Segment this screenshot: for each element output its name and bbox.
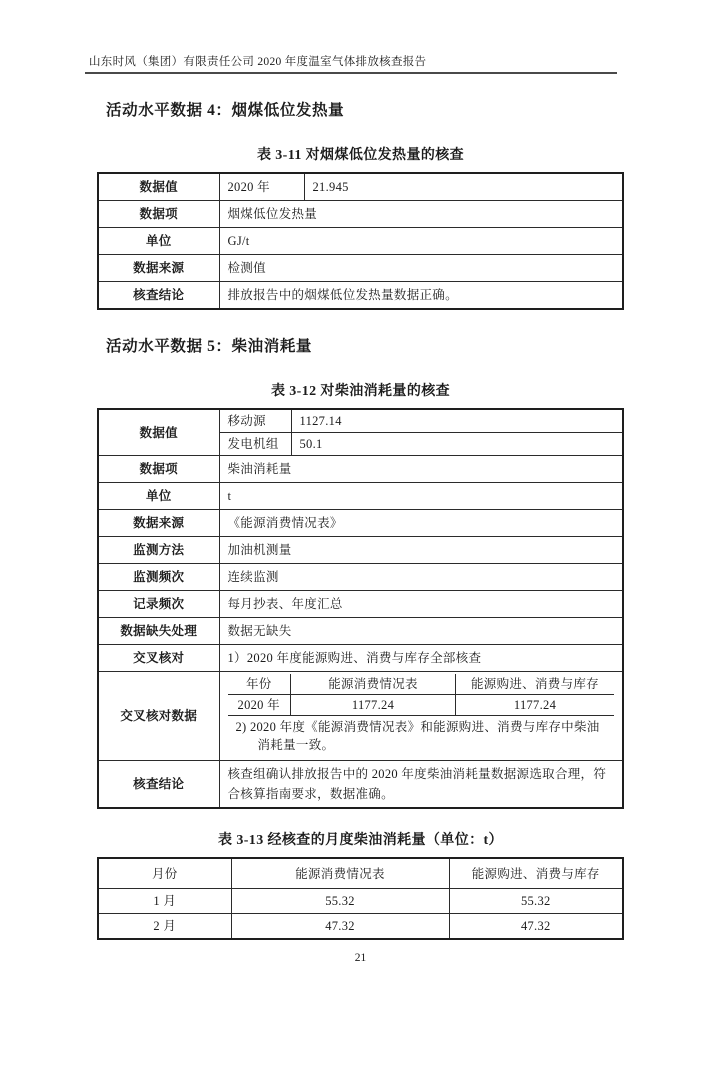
row-label: 数据项 bbox=[98, 456, 219, 483]
row-cell-year: 2020 年 bbox=[219, 173, 304, 201]
row-value: 1）2020 年度能源购进、消费与库存全部核查 bbox=[219, 645, 623, 672]
table-header-row bbox=[98, 858, 623, 889]
cell-value: 55.32 bbox=[449, 889, 623, 914]
section-heading-activity-data-5: 活动水平数据 5：柴油消耗量 bbox=[106, 338, 313, 355]
row-value: 《能源消费情况表》 bbox=[219, 510, 623, 537]
table-row-conclusion bbox=[98, 761, 623, 809]
row-value: 连续监测 bbox=[219, 564, 623, 591]
table-3-11-caption: 表 3-11 对烟煤低位发热量的核查 bbox=[256, 148, 465, 163]
row-label: 交叉核对 bbox=[98, 645, 219, 672]
column-header-consumption-table: 能源消费情况表 bbox=[231, 858, 449, 889]
row-value: 柴油消耗量 bbox=[219, 456, 623, 483]
column-header-purchase-stock: 能源购进、消费与库存 bbox=[449, 858, 623, 889]
table-row bbox=[98, 591, 623, 618]
table-row bbox=[98, 889, 623, 914]
row-label: 监测方法 bbox=[98, 537, 219, 564]
table-row bbox=[98, 618, 623, 645]
cell-value: 47.32 bbox=[231, 914, 449, 940]
row-label: 核查结论 bbox=[98, 282, 219, 310]
row-value: 核查组确认排放报告中的 2020 年度柴油消耗量数据源选取合理，符合核算指南要求，数据准确。 bbox=[219, 761, 623, 809]
table-row bbox=[98, 282, 623, 310]
table-3-12 bbox=[97, 408, 624, 809]
row-cell-value: 21.945 bbox=[304, 173, 623, 201]
cross-check-inner-table bbox=[228, 674, 615, 716]
cell-month: 1 月 bbox=[98, 889, 231, 914]
inner-header-year: 年份 bbox=[228, 674, 291, 695]
row-value: t bbox=[219, 483, 623, 510]
table-row bbox=[228, 695, 615, 716]
inner-header-consumption-table: 能源消费情况表 bbox=[291, 674, 456, 695]
cross-check-note: 2) 2020 年度《能源消费情况表》和能源购进、消费与库存中柴油消耗量一致。 bbox=[235, 720, 600, 752]
row-value: 烟煤低位发热量 bbox=[219, 201, 623, 228]
table-row-cross-check-data bbox=[98, 672, 623, 761]
inner-cell-value: 1177.24 bbox=[456, 695, 615, 716]
table-row bbox=[98, 645, 623, 672]
row-value: 数据无缺失 bbox=[219, 618, 623, 645]
row-value: 每月抄表、年度汇总 bbox=[219, 591, 623, 618]
cell-value: 47.32 bbox=[449, 914, 623, 940]
row-label: 数据来源 bbox=[98, 510, 219, 537]
row-label: 数据值 bbox=[98, 409, 219, 456]
row-label: 单位 bbox=[98, 228, 219, 255]
section-heading-activity-data-4: 活动水平数据 4：烟煤低位发热量 bbox=[106, 102, 345, 119]
row-label: 单位 bbox=[98, 483, 219, 510]
cell-value: 55.32 bbox=[231, 889, 449, 914]
row-label: 数据项 bbox=[98, 201, 219, 228]
table-row bbox=[98, 510, 623, 537]
inner-cell-value: 1177.24 bbox=[291, 695, 456, 716]
row-label: 监测频次 bbox=[98, 564, 219, 591]
table-row bbox=[98, 914, 623, 940]
row-value: GJ/t bbox=[219, 228, 623, 255]
table-row bbox=[98, 255, 623, 282]
page-number: 21 bbox=[354, 952, 367, 965]
column-header-month: 月份 bbox=[98, 858, 231, 889]
row-value: 检测值 bbox=[219, 255, 623, 282]
row-label: 数据值 bbox=[98, 173, 219, 201]
row-label: 交叉核对数据 bbox=[98, 672, 219, 761]
table-row bbox=[98, 409, 623, 433]
sub-row-value: 1127.14 bbox=[291, 409, 623, 433]
row-value: 排放报告中的烟煤低位发热量数据正确。 bbox=[219, 282, 623, 310]
sub-row-value: 50.1 bbox=[291, 433, 623, 456]
row-label: 数据缺失处理 bbox=[98, 618, 219, 645]
table-row bbox=[98, 483, 623, 510]
inner-cell-year: 2020 年 bbox=[228, 695, 291, 716]
table-row bbox=[98, 228, 623, 255]
table-row bbox=[98, 201, 623, 228]
row-label: 记录频次 bbox=[98, 591, 219, 618]
inner-header-purchase-stock: 能源购进、消费与库存 bbox=[456, 674, 615, 695]
table-3-12-caption: 表 3-12 对柴油消耗量的核查 bbox=[270, 384, 451, 399]
document-page bbox=[0, 53, 724, 1077]
table-row bbox=[98, 564, 623, 591]
cross-check-cell bbox=[219, 672, 623, 761]
row-label: 核查结论 bbox=[98, 761, 219, 809]
running-header-title: 山东时风（集团）有限责任公司 2020 年度温室气体排放核查报告 bbox=[89, 56, 427, 68]
row-value: 加油机测量 bbox=[219, 537, 623, 564]
table-row bbox=[98, 456, 623, 483]
cell-month: 2 月 bbox=[98, 914, 231, 940]
sub-row-name: 移动源 bbox=[219, 409, 291, 433]
table-3-13 bbox=[97, 857, 624, 940]
table-3-11 bbox=[97, 172, 624, 310]
table-row bbox=[98, 537, 623, 564]
row-label: 数据来源 bbox=[98, 255, 219, 282]
table-3-13-caption: 表 3-13 经核查的月度柴油消耗量（单位：t） bbox=[218, 833, 503, 849]
table-row bbox=[98, 173, 623, 201]
table-row bbox=[228, 674, 615, 695]
running-header bbox=[85, 53, 617, 74]
sub-row-name: 发电机组 bbox=[219, 433, 291, 456]
